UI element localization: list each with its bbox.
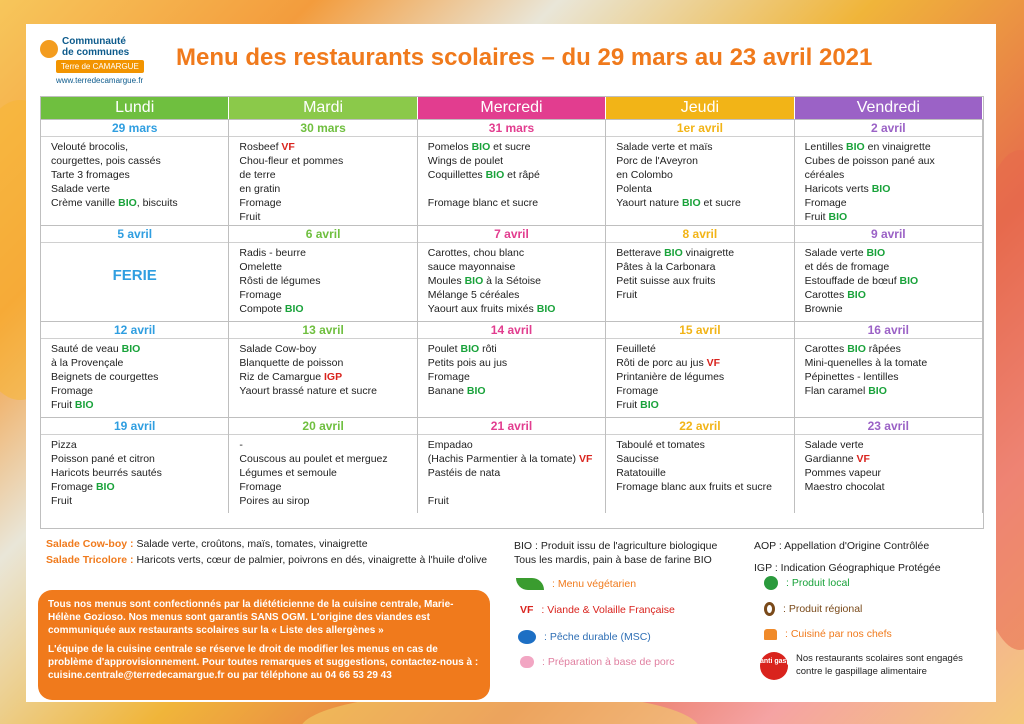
menu-item: Moules BIO à la Sétoise — [427, 275, 542, 287]
menu-cell — [795, 321, 983, 417]
menu-item: Saucisse — [616, 453, 659, 465]
legend-anti-gaspi: anti gaspi Nos restaurants scolaires sont engagés contre le gaspillage alimentaire — [760, 652, 976, 680]
menu-item: Sauté de veau BIO — [51, 343, 141, 355]
menu-items — [41, 435, 228, 511]
menu-item: Fromage blanc et sucre — [427, 197, 539, 209]
menu-item: Yaourt nature BIO et sucre — [616, 197, 741, 209]
menu-item: Rosbeef VF — [239, 141, 295, 153]
menu-item: Polenta — [616, 183, 652, 195]
menu-item: Tarte 3 fromages — [51, 169, 130, 181]
menu-item: Rôti de porc au jus VF — [616, 357, 721, 369]
menu-item: Carottes BIO râpées — [804, 343, 901, 355]
menu-item: Carottes, chou blanc — [427, 247, 525, 259]
menu-date: 31 mars — [418, 120, 605, 137]
menu-date: 6 avril — [229, 226, 416, 243]
menu-item: Poisson pané et citron — [51, 453, 155, 465]
menu-cell — [795, 119, 983, 225]
menu-item: Compote BIO — [239, 303, 304, 315]
menu-sheet — [26, 24, 996, 702]
info-box — [38, 590, 490, 700]
menu-items — [606, 339, 793, 415]
menu-item: Cubes de poisson pané aux — [804, 155, 935, 167]
menu-item: Flan caramel BIO — [804, 385, 887, 397]
menu-item: (Hachis Parmentier à la tomate) VF — [427, 453, 593, 465]
basket-icon — [764, 576, 778, 590]
menu-date: 13 avril — [229, 322, 416, 339]
menu-item: Pomelos BIO et sucre — [427, 141, 531, 153]
menu-item: Porc de l'Aveyron — [616, 155, 698, 167]
menu-date: 5 avril — [41, 226, 228, 243]
menu-cell — [606, 321, 794, 417]
menu-item: Fruit — [239, 211, 261, 223]
legend-vf: VF : Viande & Volaille Française — [520, 604, 675, 616]
menu-cell — [41, 321, 229, 417]
menu-date: 19 avril — [41, 418, 228, 435]
menu-items — [606, 243, 793, 305]
logo-line2: de communes — [62, 47, 130, 58]
holiday-label: FERIE — [112, 267, 157, 284]
menu-item: Fruit — [427, 495, 449, 507]
menu-items — [606, 137, 793, 213]
legend-igp: IGP : Indication Géographique Protégée — [754, 562, 941, 574]
menu-date: 30 mars — [229, 120, 416, 137]
menu-item: Coquillettes BIO et râpé — [427, 169, 540, 181]
menu-item: Maestro chocolat — [804, 481, 885, 493]
menu-date: 21 avril — [418, 418, 605, 435]
menu-item: Fromage — [239, 197, 282, 209]
menu-item: Riz de Camargue IGP — [239, 371, 343, 383]
menu-item: Pommes vapeur — [804, 467, 882, 479]
menu-cell — [606, 225, 794, 321]
menu-items — [418, 435, 605, 511]
menu-items — [229, 435, 416, 511]
menu-item: Couscous au poulet et merguez — [239, 453, 388, 465]
menu-cell — [418, 119, 606, 225]
menu-items — [41, 339, 228, 415]
day-header: Mardi — [229, 97, 417, 119]
menu-date: 20 avril — [229, 418, 416, 435]
menu-item: céréales — [804, 169, 845, 181]
menu-items — [41, 284, 228, 290]
day-header: Lundi — [41, 97, 229, 119]
menu-items — [795, 243, 982, 319]
menu-item: Salade verte et maïs — [616, 141, 713, 153]
menu-item: Pépinettes - lentilles — [804, 371, 899, 383]
menu-cell — [229, 417, 417, 513]
menu-item: Pastéis de nata — [427, 467, 501, 479]
menu-item: Fruit — [51, 495, 72, 507]
legend-msc: : Pêche durable (MSC) — [518, 630, 651, 644]
menu-date: 2 avril — [795, 120, 982, 137]
menu-items — [606, 435, 793, 497]
menu-cell — [606, 417, 794, 513]
menu-date: 14 avril — [418, 322, 605, 339]
day-header: Vendredi — [795, 97, 983, 119]
menu-item: Petits pois au jus — [427, 357, 508, 369]
menu-item: Fromage — [51, 385, 94, 397]
menu-item: Fromage blanc aux fruits et sucre — [616, 481, 773, 493]
menu-item: en Colombo — [616, 169, 673, 181]
menu-date: 12 avril — [41, 322, 228, 339]
menu-cell — [795, 417, 983, 513]
menu-items — [418, 243, 605, 319]
menu-item: Brownie — [804, 303, 843, 315]
menu-items — [229, 243, 416, 319]
menu-item: et dés de fromage — [804, 261, 890, 273]
menu-cell — [418, 225, 606, 321]
menu-item: Gardianne VF — [804, 453, 870, 465]
menu-item: Haricots verts BIO — [804, 183, 891, 195]
menu-item: Estouffade de bœuf BIO — [804, 275, 919, 287]
menu-item: Poires au sirop — [239, 495, 310, 507]
menu-cell — [229, 321, 417, 417]
menu-item: Empadao — [427, 439, 473, 451]
menu-item: Betterave BIO vinaigrette — [616, 247, 735, 259]
menu-item: Pizza — [51, 439, 77, 451]
menu-cell — [418, 417, 606, 513]
fish-icon — [518, 630, 536, 644]
menu-item: Poulet BIO rôti — [427, 343, 497, 355]
apple-icon: anti gaspi — [760, 652, 788, 680]
page-title: Menu des restaurants scolaires – du 29 mars au 23 avril 2021 — [176, 44, 873, 71]
legend-regional: : Produit régional — [764, 602, 862, 616]
menu-item: Fromage BIO — [51, 481, 115, 493]
salad-legend — [46, 536, 496, 568]
legend-veg: : Menu végétarien — [516, 578, 636, 590]
menu-items — [41, 137, 228, 213]
menu-item: - — [239, 439, 243, 451]
menu-item: Banane BIO — [427, 385, 486, 397]
menu-date: 7 avril — [418, 226, 605, 243]
menu-item: Yaourt aux fruits mixés BIO — [427, 303, 556, 315]
salad-line: Salade Tricolore : Haricots verts, cœur de palmier, poivrons en dés, vinaigrette à l'huile d'olive — [46, 554, 488, 566]
menu-item — [428, 182, 595, 196]
menu-item: Salade verte — [51, 183, 110, 195]
menu-items — [795, 137, 982, 227]
menu-items — [418, 137, 605, 213]
menu-cell — [41, 225, 229, 321]
menu-item: Omelette — [239, 261, 282, 273]
menu-cell — [41, 417, 229, 513]
menu-item: Rôsti de légumes — [239, 275, 321, 287]
menu-item: de terre — [239, 169, 276, 181]
location-pin-icon — [764, 602, 775, 616]
menu-date: 1er avril — [606, 120, 793, 137]
menu-date: 23 avril — [795, 418, 982, 435]
menu-date: 22 avril — [606, 418, 793, 435]
menu-item: Ratatouille — [616, 467, 666, 479]
menu-item: Yaourt brassé nature et sucre — [239, 385, 377, 397]
menu-date: 16 avril — [795, 322, 982, 339]
menu-item: Printanière de légumes — [616, 371, 725, 383]
menu-cell — [229, 225, 417, 321]
menu-item: Fruit BIO — [51, 399, 94, 411]
menu-item: courgettes, pois cassés — [51, 155, 161, 167]
menu-cell — [795, 225, 983, 321]
menu-item: Fruit BIO — [616, 399, 659, 411]
menu-item: Petit suisse aux fruits — [616, 275, 716, 287]
menu-cell — [418, 321, 606, 417]
menu-item: Fromage — [804, 197, 847, 209]
menu-item: Salade Cow-boy — [239, 343, 317, 355]
menu-item: Fruit BIO — [804, 211, 848, 223]
menu-item: Mélange 5 céréales — [427, 289, 520, 301]
menu-item: Feuilleté — [616, 343, 656, 355]
menu-item: Lentilles BIO en vinaigrette — [804, 141, 931, 153]
menu-item: Pâtes à la Carbonara — [616, 261, 716, 273]
menu-item: Fromage — [239, 481, 282, 493]
menu-item: Radis - beurre — [239, 247, 306, 259]
legend-bio-bread: Tous les mardis, pain à base de farine BIO — [514, 554, 712, 566]
logo — [36, 32, 156, 92]
menu-item: Carottes BIO — [804, 289, 866, 301]
leaf-icon — [516, 578, 544, 590]
menu-item: en gratin — [239, 183, 281, 195]
chef-icon — [764, 629, 777, 640]
menu-item: Blanquette de poisson — [239, 357, 344, 369]
legend-local: : Produit local — [764, 576, 850, 590]
menu-item: sauce mayonnaise — [427, 261, 516, 273]
menu-item: Crème vanille BIO, biscuits — [51, 197, 178, 209]
menu-items — [795, 435, 982, 497]
day-header: Mercredi — [418, 97, 606, 119]
salad-line: Salade Cow-boy : Salade verte, croûtons, maïs, tomates, vinaigrette — [46, 538, 368, 550]
menu-item: Beignets de courgettes — [51, 371, 159, 383]
legend-chef: : Cuisiné par nos chefs — [764, 628, 892, 640]
day-header: Jeudi — [606, 97, 794, 119]
menu-item: Fromage — [239, 289, 282, 301]
menu-item: Chou-fleur et pommes — [239, 155, 344, 167]
menu-item: Fruit — [616, 289, 638, 301]
menu-cell — [606, 119, 794, 225]
info-paragraph: Tous nos menus sont confectionnés par la diététicienne de la cuisine centrale, Marie-Hélène Gozioso. Nos menus sont garantis SANS OGM. L'origine des viandes est communiquée aux restaurants scolaires sur la « Liste des allergènes » — [48, 599, 454, 636]
menu-date: 8 avril — [606, 226, 793, 243]
menu-item — [428, 480, 595, 494]
menu-item: Mini-quenelles à la tomate — [804, 357, 928, 369]
menu-item: Salade verte — [804, 439, 864, 451]
legend-aop: AOP : Appellation d'Origine Contrôlée — [754, 540, 930, 552]
legend-porc: : Préparation à base de porc — [520, 656, 675, 668]
logo-url: www.terredecamargue.fr — [56, 76, 144, 85]
menu-date: 15 avril — [606, 322, 793, 339]
pig-icon — [520, 656, 534, 668]
menu-item: Légumes et semoule — [239, 467, 337, 479]
info-paragraph: L'équipe de la cuisine centrale se réserve le droit de modifier les menus en cas de problème d'approvisionnement. Pour toutes remarques et suggestions, contactez-nous à : cuisine.centrale@terredecamargue.fr ou par téléphone au 04 66 53 29 43 — [48, 644, 479, 681]
menu-item: Wings de poulet — [427, 155, 504, 167]
menu-item: Fromage — [616, 385, 659, 397]
menu-grid — [40, 96, 984, 529]
menu-item: à la Provençale — [51, 357, 124, 369]
sun-icon — [40, 40, 58, 58]
menu-items — [229, 137, 416, 227]
menu-items — [418, 339, 605, 401]
menu-item: Fromage — [427, 371, 470, 383]
menu-date: 9 avril — [795, 226, 982, 243]
menu-item: Velouté brocolis, — [51, 141, 129, 153]
menu-cell — [41, 119, 229, 225]
logo-line1: Communauté — [62, 36, 126, 47]
menu-items — [229, 339, 416, 401]
menu-cell — [229, 119, 417, 225]
menu-items — [795, 339, 982, 401]
menu-item: Haricots beurrés sautés — [51, 467, 162, 479]
menu-item: Taboulé et tomates — [616, 439, 705, 451]
legend-bio: BIO : Produit issu de l'agriculture biologique — [514, 540, 718, 552]
menu-item: Salade verte BIO — [804, 247, 886, 259]
menu-date: 29 mars — [41, 120, 228, 137]
logo-badge: Terre de CAMARGUE — [56, 60, 144, 73]
